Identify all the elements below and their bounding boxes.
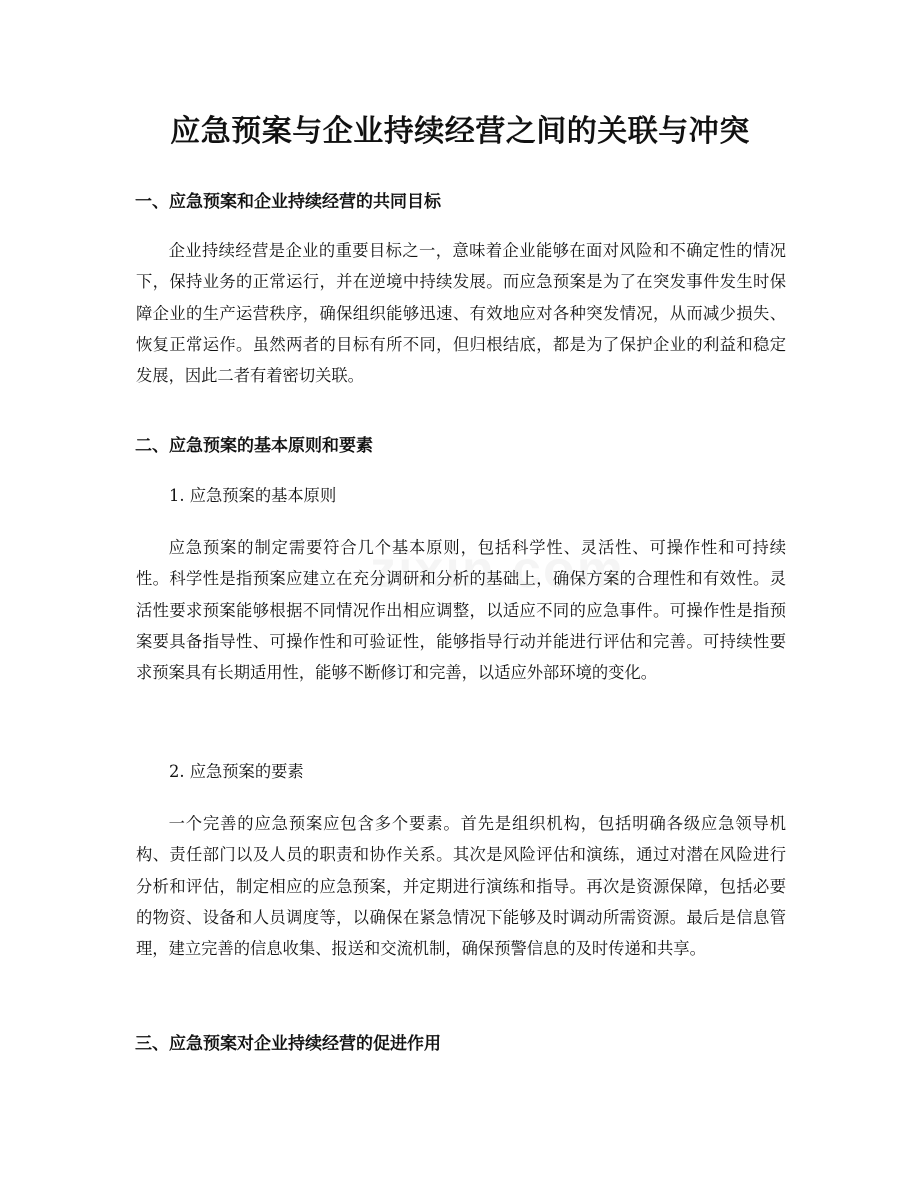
section-heading-1: 一、应急预案和企业持续经营的共同目标 xyxy=(135,192,441,212)
section-1-paragraph: 企业持续经营是企业的重要目标之一，意味着企业能够在面对风险和不确定性的情况下，保持业务的正常运行，并在逆境中持续发展。而应急预案是为了在突发事件发生时保障企业的生产运营秩序，确保组织能够迅速、有效地应对各种突发情况，从而减少损失、恢复正常运作。虽然两者的目标有所不同，但归根结底，都是为了保护企业的利益和稳定发展，因此二者有着密切关联。 xyxy=(136,241,786,386)
subsection-heading-2-1: 1. 应急预案的基本原则 xyxy=(169,486,337,505)
subsection-2-1-paragraph: 应急预案的制定需要符合几个基本原则，包括科学性、灵活性、可操作性和可持续性。科学性是指预案应建立在充分调研和分析的基础上，确保方案的合理性和有效性。灵活性要求预案能够根据不同情况作出相应调整，以适应不同的应急事件。可操作性是指预案要具备指导性、可操作性和可验证性，能够指导行动并能进行评估和完善。可持续性要求预案具有长期适用性，能够不断修订和完善，以适应外部环境的变化。 xyxy=(136,538,786,683)
subsection-heading-2-2: 2. 应急预案的要素 xyxy=(169,762,304,781)
section-heading-2: 二、应急预案的基本原则和要素 xyxy=(135,436,373,456)
section-heading-3: 三、应急预案对企业持续经营的促进作用 xyxy=(135,1034,441,1054)
subsection-2-2-paragraph: 一个完善的应急预案应包含多个要素。首先是组织机构，包括明确各级应急领导机构、责任部门以及人员的职责和协作关系。其次是风险评估和演练，通过对潜在风险进行分析和评估，制定相应的应急预案，并定期进行演练和指导。再次是资源保障，包括必要的物资、设备和人员调度等，以确保在紧急情况下能够及时调动所需资源。最后是信息管理，建立完善的信息收集、报送和交流机制，确保预警信息的及时传递和共享。 xyxy=(136,814,786,959)
document-title: 应急预案与企业持续经营之间的关联与冲突 xyxy=(170,114,750,149)
